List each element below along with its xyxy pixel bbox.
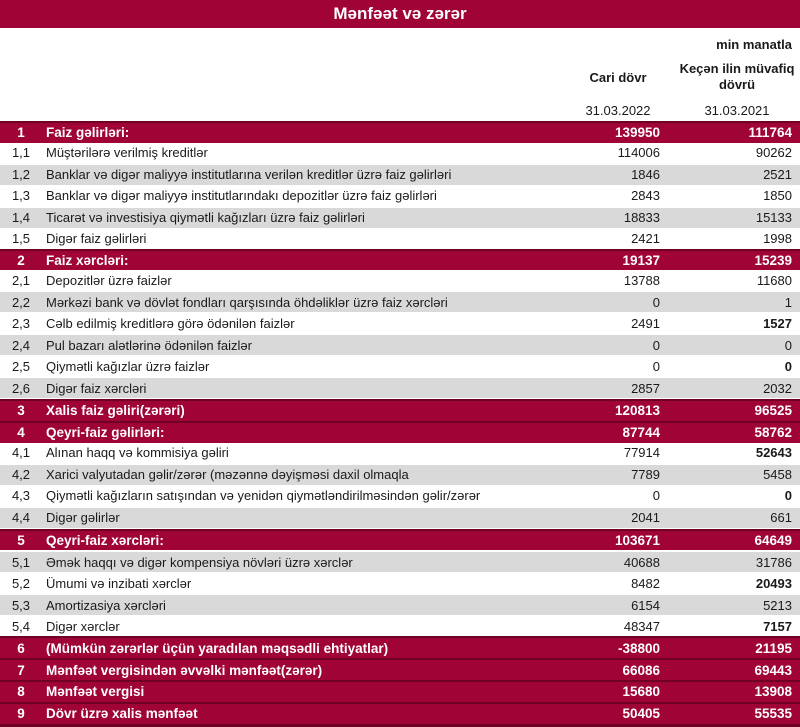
row-number: 2,2 bbox=[11, 294, 31, 310]
row-label: (Mümkün zərərlər üçün yaradılan məqsədli ehtiyatlar) bbox=[46, 640, 389, 656]
row-number: 4,3 bbox=[11, 488, 31, 504]
row-label: Faiz xərcləri: bbox=[46, 252, 129, 268]
row-value-previous: 21195 bbox=[755, 640, 792, 656]
row-value-previous: 96525 bbox=[754, 403, 792, 419]
table-row bbox=[0, 421, 800, 443]
table-row bbox=[0, 616, 800, 636]
row-number: 7 bbox=[17, 662, 25, 678]
row-value-current: 103671 bbox=[614, 532, 660, 548]
row-value-previous: 2521 bbox=[763, 167, 792, 183]
table-row bbox=[0, 313, 800, 333]
row-value-previous: 0 bbox=[784, 337, 792, 353]
row-label: Xalis faiz gəliri(zərəri) bbox=[46, 403, 185, 419]
row-value-current: 0 bbox=[652, 294, 660, 310]
row-value-current: 120813 bbox=[614, 403, 660, 419]
row-value-previous: 13908 bbox=[754, 684, 792, 700]
row-label: Pul bazarı alətlərinə ödənilən faizlər bbox=[46, 337, 252, 353]
row-value-previous: 1998 bbox=[763, 231, 792, 247]
table-row bbox=[0, 399, 800, 421]
table-row bbox=[0, 163, 800, 186]
row-value-previous: 0 bbox=[784, 488, 792, 504]
row-number: 1,5 bbox=[11, 231, 31, 247]
row-label: Qiymətli kağızlar üzrə faizlər bbox=[46, 358, 210, 374]
row-value-previous: 11680 bbox=[756, 272, 792, 288]
row-value-current: 2491 bbox=[631, 315, 660, 331]
table-row bbox=[0, 506, 800, 529]
table-row bbox=[0, 143, 800, 163]
table-row bbox=[0, 636, 800, 658]
row-label: Digər gəlirlər bbox=[46, 510, 120, 526]
row-value-previous: 69443 bbox=[754, 662, 792, 678]
row-number: 2,5 bbox=[11, 358, 31, 374]
table-row bbox=[0, 206, 800, 229]
table-body bbox=[0, 121, 800, 727]
row-value-previous: 31786 bbox=[755, 554, 792, 570]
row-value-previous: 55535 bbox=[754, 706, 792, 722]
row-value-previous: 5458 bbox=[763, 467, 792, 483]
row-value-previous: 661 bbox=[770, 510, 792, 526]
row-number: 8 bbox=[17, 684, 25, 700]
row-value-current: 77914 bbox=[623, 445, 660, 461]
table-row bbox=[0, 593, 800, 616]
table-row bbox=[0, 529, 800, 551]
row-label: Qiymətli kağızların satışından və yenidən qiymətləndirilməsindən gəlir/zərər bbox=[46, 488, 481, 504]
date-current-period: 31.03.2022 bbox=[585, 102, 651, 118]
row-number: 2,6 bbox=[11, 380, 31, 396]
row-label: Ticarət və investisiya qiymətli kağızları üzrə faiz gəlirləri bbox=[46, 210, 365, 226]
row-label: Ümumi və inzibati xərclər bbox=[46, 575, 192, 591]
table-row bbox=[0, 463, 800, 486]
row-number: 5,2 bbox=[11, 575, 31, 591]
row-value-current: 1846 bbox=[631, 167, 660, 183]
table-row bbox=[0, 290, 800, 313]
dates-row bbox=[0, 99, 800, 121]
row-number: 6 bbox=[17, 640, 25, 656]
row-value-previous: 15239 bbox=[754, 252, 792, 268]
row-value-current: 7789 bbox=[631, 467, 660, 483]
row-label: Qeyri-faiz xərcləri: bbox=[46, 532, 164, 548]
row-label: Banklar və digər maliyyə institutlarına verilən kreditlər üzrə faiz gəlirləri bbox=[46, 167, 452, 183]
row-number: 1,2 bbox=[11, 167, 31, 183]
table-row bbox=[0, 550, 800, 573]
row-value-previous: 52643 bbox=[755, 445, 792, 461]
table-row bbox=[0, 229, 800, 249]
row-value-current: 0 bbox=[652, 358, 660, 374]
row-value-previous: 1527 bbox=[763, 315, 792, 331]
table-row bbox=[0, 186, 800, 206]
row-value-current: 2843 bbox=[631, 188, 660, 204]
row-label: Dövr üzrə xalis mənfəət bbox=[46, 706, 198, 722]
row-value-current: 2041 bbox=[631, 510, 660, 526]
row-value-current: 15680 bbox=[622, 684, 660, 700]
row-value-current: 13788 bbox=[623, 272, 660, 288]
row-label: Mərkəzi bank və dövlət fondları qarşısında öhdəliklər üzrə faiz xərcləri bbox=[46, 294, 448, 310]
row-label: Digər faiz gəlirləri bbox=[46, 231, 147, 247]
table-row bbox=[0, 356, 800, 376]
row-number: 1 bbox=[17, 125, 25, 141]
row-number: 4,2 bbox=[11, 467, 31, 483]
row-value-previous: 0 bbox=[784, 358, 792, 374]
row-value-current: 139950 bbox=[614, 125, 660, 141]
row-label: Digər faiz xərcləri bbox=[46, 380, 147, 396]
row-value-previous: 1850 bbox=[763, 188, 792, 204]
row-value-previous: 2032 bbox=[763, 380, 792, 396]
row-number: 2,3 bbox=[11, 315, 31, 331]
row-value-current: -38800 bbox=[617, 640, 660, 656]
row-value-previous: 7157 bbox=[763, 618, 792, 634]
row-value-current: 2421 bbox=[631, 231, 660, 247]
row-number: 1,3 bbox=[11, 188, 31, 204]
table-row bbox=[0, 658, 800, 680]
row-value-current: 8482 bbox=[631, 575, 660, 591]
row-value-current: 18833 bbox=[623, 210, 660, 226]
table-row bbox=[0, 680, 800, 702]
row-number: 2,4 bbox=[11, 337, 31, 353]
row-number: 5,1 bbox=[11, 554, 31, 570]
row-number: 1,1 bbox=[11, 145, 31, 161]
column-header-current-period: Cari dövr bbox=[589, 69, 647, 85]
row-number: 5,3 bbox=[11, 597, 31, 613]
row-value-current: 66086 bbox=[622, 662, 660, 678]
table-row bbox=[0, 443, 800, 463]
row-number: 4 bbox=[17, 425, 25, 441]
table-row bbox=[0, 573, 800, 593]
row-label: Banklar və digər maliyyə institutlarındakı depozitlər üzrə faiz gəlirləri bbox=[46, 188, 437, 204]
table-row bbox=[0, 121, 800, 143]
report-title-bar bbox=[0, 0, 800, 28]
table-row bbox=[0, 333, 800, 356]
row-value-previous: 20493 bbox=[755, 575, 792, 591]
row-label: Amortizasiya xərcləri bbox=[46, 597, 166, 613]
row-number: 2 bbox=[17, 252, 25, 268]
row-label: Mənfəət vergisi bbox=[46, 684, 145, 700]
row-number: 4,1 bbox=[11, 445, 31, 461]
row-value-current: 0 bbox=[652, 488, 660, 504]
table-row bbox=[0, 486, 800, 506]
row-value-previous: 15133 bbox=[755, 210, 792, 226]
row-number: 2,1 bbox=[11, 272, 31, 288]
row-label: Qeyri-faiz gəlirləri: bbox=[46, 425, 165, 441]
row-value-current: 114006 bbox=[617, 145, 660, 161]
table-row bbox=[0, 249, 800, 271]
row-value-previous: 64649 bbox=[754, 532, 792, 548]
row-value-current: 6154 bbox=[631, 597, 660, 613]
row-value-previous: 1 bbox=[784, 294, 792, 310]
row-value-current: 2857 bbox=[631, 380, 660, 396]
table-row bbox=[0, 702, 800, 724]
row-value-current: 19137 bbox=[622, 252, 660, 268]
row-value-current: 50405 bbox=[622, 706, 660, 722]
column-headers-row bbox=[0, 55, 800, 99]
page-title: Mənfəət və zərər bbox=[333, 4, 467, 23]
row-label: Əmək haqqı və digər kompensiya növləri üzrə xərclər bbox=[46, 554, 353, 570]
row-label: Cəlb edilmiş kreditlərə görə ödənilən faizlər bbox=[46, 315, 295, 331]
date-previous-period: 31.03.2021 bbox=[704, 102, 770, 118]
row-number: 1,4 bbox=[11, 210, 31, 226]
table-header bbox=[0, 28, 800, 121]
unit-note: min manatla bbox=[716, 37, 792, 52]
row-label: Mənfəət vergisindən əvvəlki mənfəət(zərər) bbox=[46, 662, 323, 678]
unit-note-row bbox=[0, 37, 800, 55]
row-number: 5 bbox=[17, 532, 25, 548]
row-label: Faiz gəlirləri: bbox=[46, 125, 130, 141]
table-row bbox=[0, 270, 800, 290]
row-number: 5,4 bbox=[11, 618, 31, 634]
row-number: 3 bbox=[17, 403, 25, 419]
row-value-previous: 90262 bbox=[755, 145, 792, 161]
row-number: 9 bbox=[17, 706, 25, 722]
table-row bbox=[0, 376, 800, 399]
row-label: Digər xərclər bbox=[46, 618, 120, 634]
row-value-current: 0 bbox=[652, 337, 660, 353]
row-value-current: 40688 bbox=[623, 554, 660, 570]
row-label: Depozitlər üzrə faizlər bbox=[46, 272, 172, 288]
row-number: 4,4 bbox=[11, 510, 31, 526]
row-value-current: 87744 bbox=[622, 425, 660, 441]
row-value-previous: 58762 bbox=[754, 425, 792, 441]
row-label: Müştərilərə verilmiş kreditlər bbox=[46, 145, 208, 161]
row-label: Alınan haqq və kommisiya gəliri bbox=[46, 445, 229, 461]
column-header-previous-period: Keçən ilin müvafiq dövrü bbox=[679, 60, 795, 92]
row-value-current: 48347 bbox=[623, 618, 660, 634]
row-label: Xarici valyutadan gəlir/zərər (məzənnə dəyişməsi daxil olmaqla bbox=[46, 467, 409, 483]
row-value-previous: 111764 bbox=[748, 125, 792, 141]
row-value-previous: 5213 bbox=[763, 597, 792, 613]
